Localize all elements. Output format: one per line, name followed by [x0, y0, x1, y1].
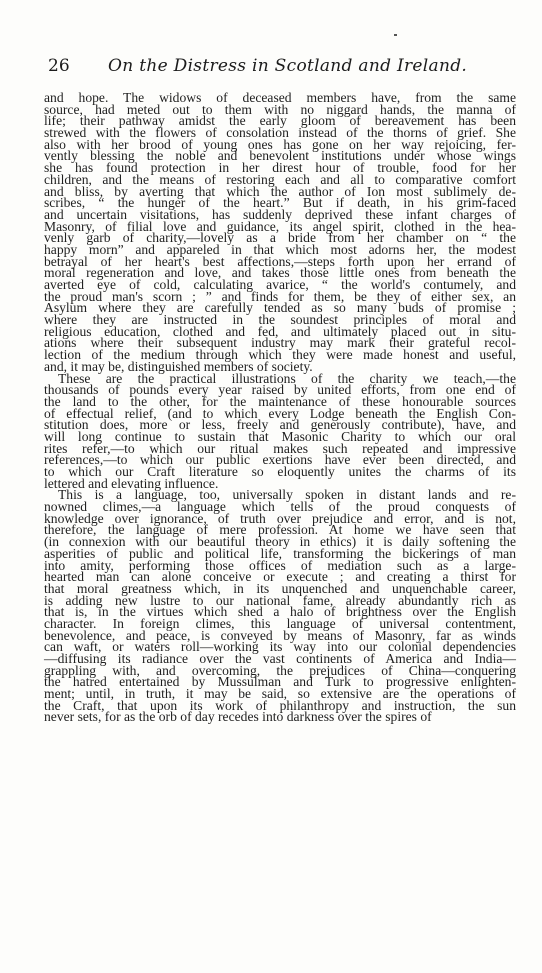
text-line: can waft, or waters roll—working its way into our colonial dependencies	[44, 639, 516, 655]
text-line: vently blessing the noble and benevolent institutions under whose wings	[44, 148, 516, 164]
text-line: Masonry, of filial love and guidance, its angel spirit, clothed in the hea-	[44, 218, 516, 234]
text-line: lection of the medium through which they were made honest and useful,	[44, 347, 516, 363]
print-mark	[394, 34, 397, 36]
text-line: the hatred entertained by Mussulman and Turk to progressive enlighten-	[44, 674, 516, 690]
text-line: and hope. The widows of deceased members have, from the same	[44, 90, 516, 105]
text-line: the land to the other, for the maintenance of these honourable sources	[44, 393, 516, 409]
text-line: —diffusing its radiance over the vast continents of America and India—	[44, 651, 516, 666]
text-line: into amity, performing those offices of mediation such as a large-	[44, 557, 516, 573]
text-line: rites refer,—to which our ritual makes such repeated and impressive	[44, 440, 516, 456]
text-line: hearted man can alone conceive or execute ; and creating a thirst for	[44, 569, 516, 585]
text-line: benevolence, and peace, is conveyed by means of Masonry, far as winds	[44, 627, 516, 643]
body-text	[44, 92, 516, 723]
text-line: source, had meted out to them with no niggard hands, the manna of	[44, 101, 516, 117]
text-line: thousands of pounds every year raised by united efforts, from one end of	[44, 382, 516, 398]
text-line: and, it may be, distinguished members of society.	[44, 358, 313, 374]
text-line: references,—to which our public exertions have ever been directed, and	[44, 452, 516, 468]
text-line: that is, in the virtues which shed a halo of brightness over the English	[44, 604, 516, 620]
text-line: will long continue to sustain that Masonic Charity to which our oral	[44, 428, 516, 444]
text-line: ment; until, in truth, it may be said, so extensive are the operations of	[44, 686, 516, 702]
text-line: happy morn” and appareled in that which most adorns her, the modest	[44, 241, 516, 257]
text-line: averted eye of cold, calculating avarice, “ the world's contumely, and	[44, 277, 516, 292]
text-line: (in connexion with our beautiful theory in ethics) it is daily softening the	[44, 534, 516, 550]
text-line: betrayal of her heart's best affections,—steps forth upon her errand of	[44, 253, 516, 269]
text-line: where they are instructed in the soundest principles of moral and	[44, 312, 516, 328]
text-line: These are the practical illustrations of the charity we teach,—the	[58, 370, 516, 386]
text-line: also with her brood of young ones has gone on her way rejoicing, fer-	[44, 136, 516, 152]
text-line: life; their pathway amidst the early gloom of bereavement has been	[44, 113, 516, 129]
paragraph	[44, 92, 516, 373]
text-line: she has found protection in her direst hour of trouble, food for her	[44, 160, 516, 176]
text-line: is adding new lustre to our national fame, already abundantly rich as	[44, 592, 516, 608]
text-line: This is a language, too, universally spoken in distant lands and re-	[58, 487, 516, 503]
text-line: ations where their subsequent industry may mark their grateful recol-	[44, 335, 516, 351]
text-line: that moral greatness which, in its unquenched and unquenchable career,	[44, 580, 516, 596]
text-line: asperities of public and political life, transforming the bickerings of man	[44, 545, 516, 561]
page-header	[48, 56, 518, 80]
text-line: and bliss, by averting that which the author of Ion most sublimely de-	[44, 183, 516, 199]
text-line: children, and the means of restoring each and all to comparative comfort	[44, 171, 516, 187]
text-line: scribes, “ the hunger of the heart.” But if death, in his grim-faced	[44, 195, 516, 211]
text-line: the Craft, that upon its work of philanthropy and instruction, the sun	[44, 697, 516, 713]
text-line: religious education, clothed and fed, and ultimately placed out in situ-	[44, 323, 516, 339]
text-line: Asylum where they are carefully tended as so many buds of promise ;	[44, 300, 516, 316]
text-line: strewed with the flowers of consolation instead of the thorns of grief. She	[44, 125, 516, 141]
text-line: stitution does, more or less, freely and generously contribute), have, and	[44, 417, 516, 433]
page-number: 26	[48, 56, 70, 76]
text-line: lettered and elevating influence.	[44, 475, 219, 491]
paragraph	[44, 489, 516, 723]
text-line: the proud man's scorn ; ” and finds for them, be they of either sex, an	[44, 288, 516, 304]
paragraph	[44, 370, 516, 491]
text-line: nowned climes,—a language which tells of the proud conquests of	[44, 499, 516, 515]
text-line: to which our Craft literature so eloquently unites the charms of its	[44, 464, 516, 479]
running-title: On the Distress in Scotland and Ireland.	[108, 56, 468, 76]
text-line: venly garb of charity,—lovely as a bride from her chamber on “ the	[44, 230, 516, 246]
text-line: character. In foreign climes, this language of universal contentment,	[44, 615, 516, 631]
text-line: of effectual relief, (and to which every Lodge beneath the English Con-	[44, 405, 516, 421]
text-line: grappling with, and overcoming, the prejudices of China—conquering	[44, 662, 516, 678]
text-line: and uncertain visitations, has suddenly deprived these infant charges of	[44, 206, 516, 222]
text-line: moral regeneration and love, and takes those little ones from beneath the	[44, 265, 516, 281]
text-line: never sets, for as the orb of day recedes into darkness over the spires of	[44, 709, 432, 725]
text-line: knowledge over ignorance, of truth over prejudice and error, and is not,	[44, 510, 516, 526]
text-line: therefore, the language of mere profession. At home we have seen that	[44, 522, 516, 538]
